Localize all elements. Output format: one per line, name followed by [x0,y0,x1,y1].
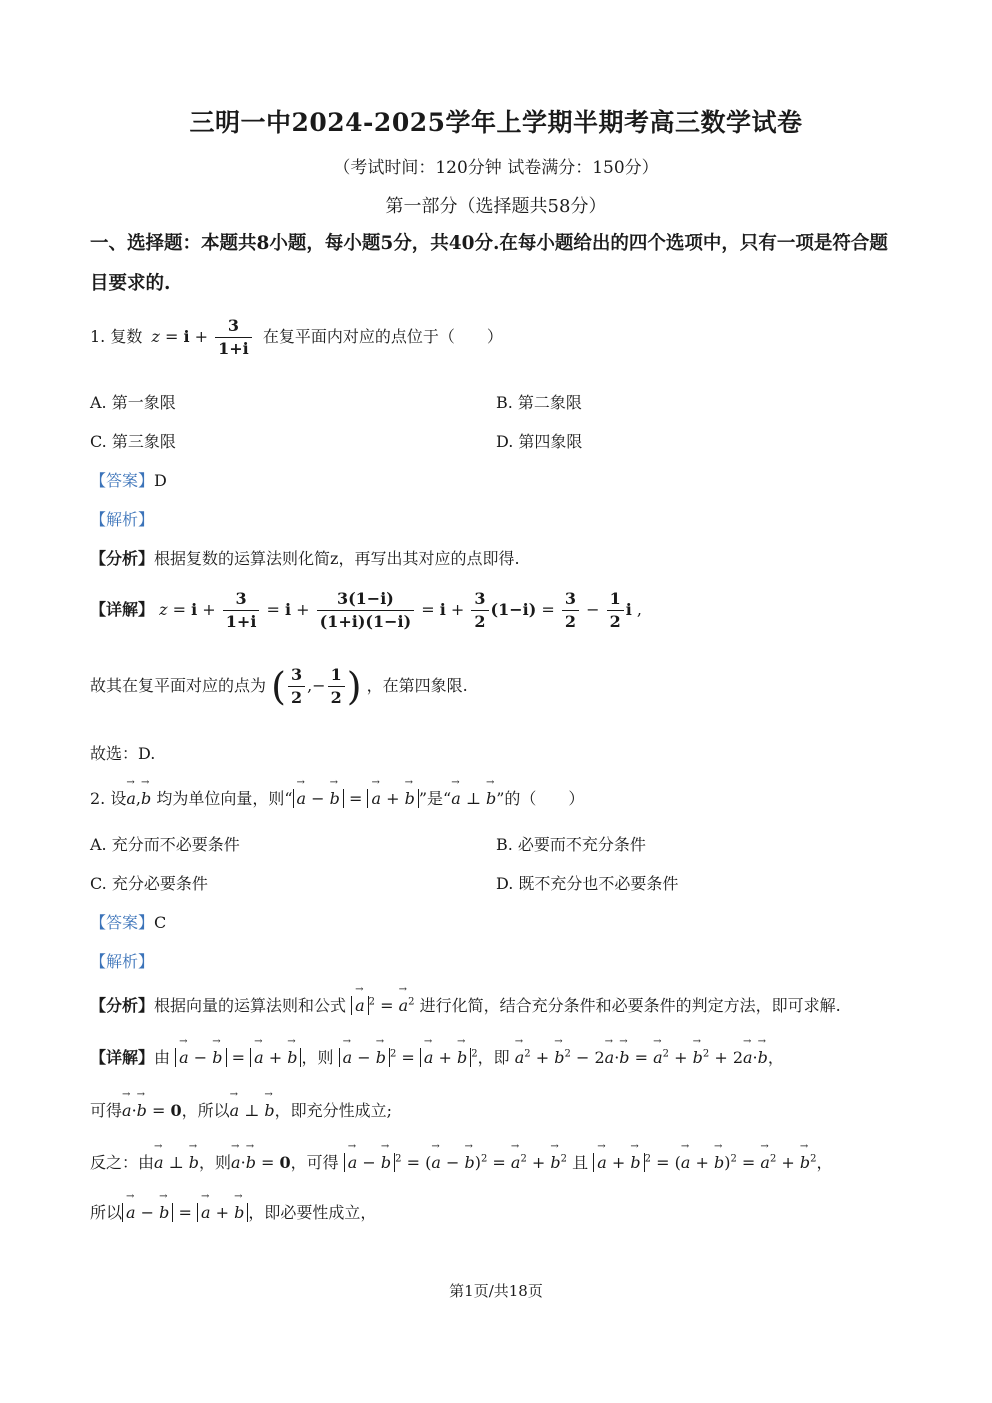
q2-answer: 【答案】C [90,913,167,932]
q2-detail-2: 可得→ a·→ b = 0，所以→ a ⊥ → b，即充分性成立; [90,1098,392,1121]
q2-option-d: D. 既不充分也不必要条件 [496,874,679,893]
question-2: 2. 设→ a,→ b 均为单位向量，则“→ a − → b = → a + → b ”是“→ a ⊥ → b”的（ ） [90,786,584,809]
q1-option-b: B. 第二象限 [496,393,582,412]
q1-option-c: C. 第三象限 [90,432,176,451]
q2-option-c: C. 充分必要条件 [90,874,208,893]
exam-info: （考试时间：120分钟 试卷满分：150分） [333,158,659,178]
q1-choose: 故选：D. [90,744,156,763]
q1-answer: 【答案】D [90,471,167,490]
page-footer: 第1页/共18页 [449,1282,543,1300]
q2-detail-3: 反之：由→ a ⊥ → b，则→ a·→ b = 0，可得 → a − → b $^2$ = (→ a − → b)$^2$ = → $a^2$ + → $b^2$ 且 → a + → b $^2$ = (→ a + → b)$^2$ = → $a^2$ + → $b^2$， [90,1150,833,1173]
q2-fenxi: 【分析】根据向量的运算法则和公式 → a $^2$ = → $a^2$ 进行化简，结合充分条件和必要条件的判定方法，即可求解. [90,993,841,1016]
q1-formula: z = i + $\frac{3}{1+i}$ [151,315,253,360]
q1-analysis-tag: 【解析】 [90,510,155,529]
part-heading: 第一部分（选择题共58分） [385,196,607,217]
q2-detail-4: 所以→ a − → b = → a + → b ，即必要性成立， [90,1200,376,1223]
q1-detail: 【详解】 z = i + $\frac{3}{1+i}$ = i + $\frac{3(1-i)}{(1+i)(1-i)}$ = i + $\frac{3}{2}$ (1−i) = $\frac{3}{2}$ − $\frac{1}{2}$ i , [90,589,642,631]
q2-detail-1: 【详解】由 → a − → b = → a + → b ，则 → a − → b $^2$ = → a + → b $^2$，即 → $a^2$ + → $b^2 - 2\to a\cdot\to b$ = → $a^2$ + → $b^2 + 2\to a\cdot\to b$， [90,1045,784,1068]
q1-fenxi: 【分析】根据复数的运算法则化简z，再写出其对应的点即得. [90,549,520,568]
q2-option-b: B. 必要而不充分条件 [496,835,646,854]
page-title: 三明一中2024-2025学年上学期半期考高三数学试卷 [189,108,803,137]
q2-option-a: A. 充分而不必要条件 [90,835,240,854]
q1-point: 故其在复平面对应的点为 ( $\frac{3}{2}$ ,− $\frac{1}{2}$ ) ，在第四象限. [90,664,468,709]
section-instructions: 一、选择题：本题共8小题，每小题5分，共40分.在每小题给出的四个选项中，只有一项是符合题目要求的. [90,233,888,294]
q1-option-d: D. 第四象限 [496,432,583,451]
q1-detail-formula: z = i + $\frac{3}{1+i}$ = i + $\frac{3(1-i)}{(1+i)(1-i)}$ = i + $\frac{3}{2}$ (1−i) = $\frac{3}{2}$ − $\frac{1}{2}$ i , [159,589,642,631]
q2-analysis-tag: 【解析】 [90,952,155,971]
q1-option-a: A. 第一象限 [90,393,176,412]
question-1: 1. 复数 z = i + $\frac{3}{1+i}$ 在复平面内对应的点位于（ ） [90,316,503,358]
q1-point-formula: ( $\frac{3}{2}$ ,− $\frac{1}{2}$ ) [271,664,362,709]
